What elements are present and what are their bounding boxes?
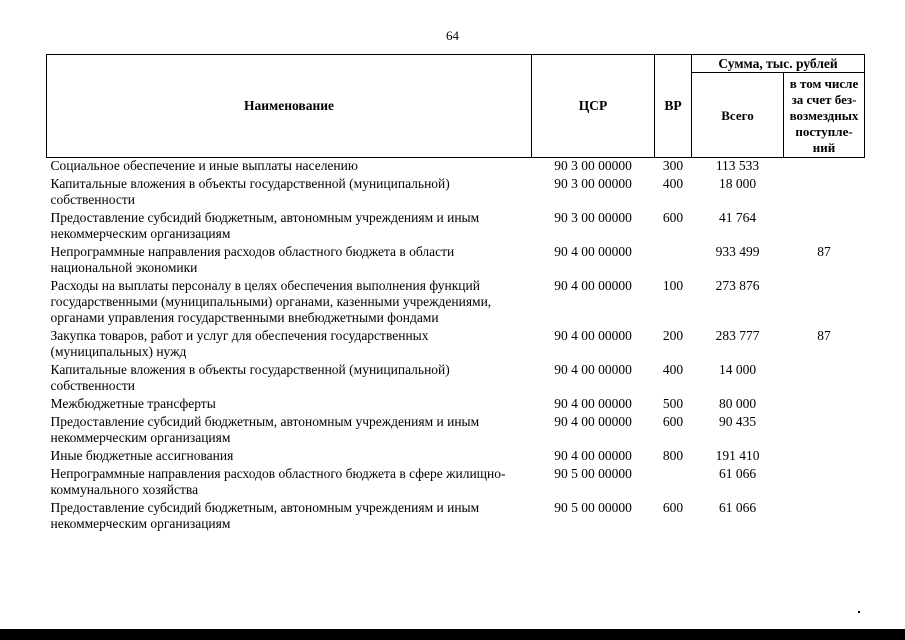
- table-body: [47, 158, 865, 535]
- row-incl-cell: 87: [817, 244, 831, 259]
- header-name: Наименование: [47, 55, 532, 158]
- table-row: [47, 396, 865, 414]
- row-name-cell: Межбюджетные трансферты: [50, 396, 216, 411]
- row-total-cell: 61 066: [718, 500, 757, 515]
- row-incl-cell: [784, 158, 865, 177]
- row-vr-cell: 400: [662, 362, 684, 377]
- row-name-cell: Непрограммные направления расходов областного бюджета в сфере жилищно-коммунального хозяйства: [50, 466, 506, 497]
- table-row: [47, 176, 865, 210]
- row-vr-cell: 500: [662, 396, 684, 411]
- scan-footer-bar: [0, 629, 905, 640]
- row-vr-cell: 400: [662, 176, 684, 191]
- row-csr-cell: 90 4 00 00000: [554, 278, 632, 293]
- row-csr-cell: 90 4 00 00000: [554, 244, 632, 259]
- row-incl-cell: [784, 500, 865, 534]
- row-csr-cell: 90 4 00 00000: [554, 328, 632, 343]
- table-row: [47, 414, 865, 448]
- row-incl-cell: 87: [817, 328, 831, 343]
- row-incl-cell: [784, 278, 865, 328]
- row-name-cell: Закупка товаров, работ и услуг для обеспечения государственных (муниципальных) нужд: [50, 328, 429, 359]
- row-total-cell: 41 764: [718, 210, 757, 225]
- row-csr-cell: 90 4 00 00000: [554, 414, 632, 429]
- row-total-cell: 933 499: [715, 244, 760, 259]
- header-csr: ЦСР: [532, 55, 655, 158]
- row-name-cell: Расходы на выплаты персоналу в целях обеспечения выполнения функций государственными (муниципальными) органами, казенными учреждениями, органами управления государственными внебюджетными фондами: [50, 278, 492, 325]
- table-row: [47, 210, 865, 244]
- row-csr-cell: 90 3 00 00000: [554, 158, 632, 173]
- table-row: [47, 466, 865, 500]
- row-incl-cell: [784, 396, 865, 414]
- row-name-cell: Предоставление субсидий бюджетным, автономным учреждениям и иным некоммерческим организациям: [50, 210, 480, 241]
- row-incl-cell: [784, 210, 865, 244]
- table-row: [47, 244, 865, 278]
- row-incl-cell: [784, 448, 865, 466]
- row-csr-cell: 90 5 00 00000: [554, 466, 632, 481]
- row-vr-cell: [655, 244, 692, 278]
- table-row: [47, 158, 865, 177]
- row-name-cell: Предоставление субсидий бюджетным, автономным учреждениям и иным некоммерческим организациям: [50, 414, 480, 445]
- row-vr-cell: 300: [662, 158, 684, 173]
- row-incl-cell: [784, 362, 865, 396]
- row-vr-cell: 600: [662, 414, 684, 429]
- row-total-cell: 283 777: [715, 328, 760, 343]
- header-sum-group: Сумма, тыс. рублей: [692, 55, 865, 73]
- header-incl: в том числе за счет без-возмездных поступле-ний: [784, 73, 865, 158]
- table-row: [47, 328, 865, 362]
- row-incl-cell: [784, 466, 865, 500]
- row-total-cell: 90 435: [718, 414, 757, 429]
- row-vr-cell: 200: [662, 328, 684, 343]
- row-incl-cell: [784, 414, 865, 448]
- row-csr-cell: 90 3 00 00000: [554, 210, 632, 225]
- row-vr-cell: [655, 466, 692, 500]
- row-total-cell: 80 000: [718, 396, 757, 411]
- row-name-cell: Капитальные вложения в объекты государственной (муниципальной) собственности: [50, 176, 450, 207]
- row-name-cell: Иные бюджетные ассигнования: [50, 448, 234, 463]
- header-vr: ВР: [655, 55, 692, 158]
- row-name-cell: Социальное обеспечение и иные выплаты населению: [50, 158, 358, 173]
- row-csr-cell: 90 4 00 00000: [554, 362, 632, 377]
- row-name-cell: Предоставление субсидий бюджетным, автономным учреждениям и иным некоммерческим организациям: [50, 500, 480, 531]
- page-number: 64: [446, 28, 459, 43]
- row-vr-cell: 600: [662, 500, 684, 515]
- table-row: [47, 278, 865, 328]
- row-vr-cell: 800: [662, 448, 684, 463]
- table-row: [47, 362, 865, 396]
- row-csr-cell: 90 3 00 00000: [554, 176, 632, 191]
- row-total-cell: 18 000: [718, 176, 757, 191]
- table-row: [47, 448, 865, 466]
- budget-table: [46, 54, 865, 534]
- row-csr-cell: 90 4 00 00000: [554, 396, 632, 411]
- row-csr-cell: 90 5 00 00000: [554, 500, 632, 515]
- row-incl-cell: [784, 176, 865, 210]
- table-row: [47, 500, 865, 534]
- row-name-cell: Капитальные вложения в объекты государственной (муниципальной) собственности: [50, 362, 450, 393]
- row-total-cell: 191 410: [715, 448, 760, 463]
- row-vr-cell: 600: [662, 210, 684, 225]
- row-total-cell: 113 533: [715, 158, 760, 173]
- row-total-cell: 61 066: [718, 466, 757, 481]
- row-total-cell: 273 876: [715, 278, 760, 293]
- row-total-cell: 14 000: [718, 362, 757, 377]
- row-csr-cell: 90 4 00 00000: [554, 448, 632, 463]
- row-name-cell: Непрограммные направления расходов областного бюджета в области национальной экономики: [50, 244, 455, 275]
- scan-speck: [858, 611, 860, 613]
- row-vr-cell: 100: [662, 278, 684, 293]
- header-total: Всего: [692, 73, 784, 158]
